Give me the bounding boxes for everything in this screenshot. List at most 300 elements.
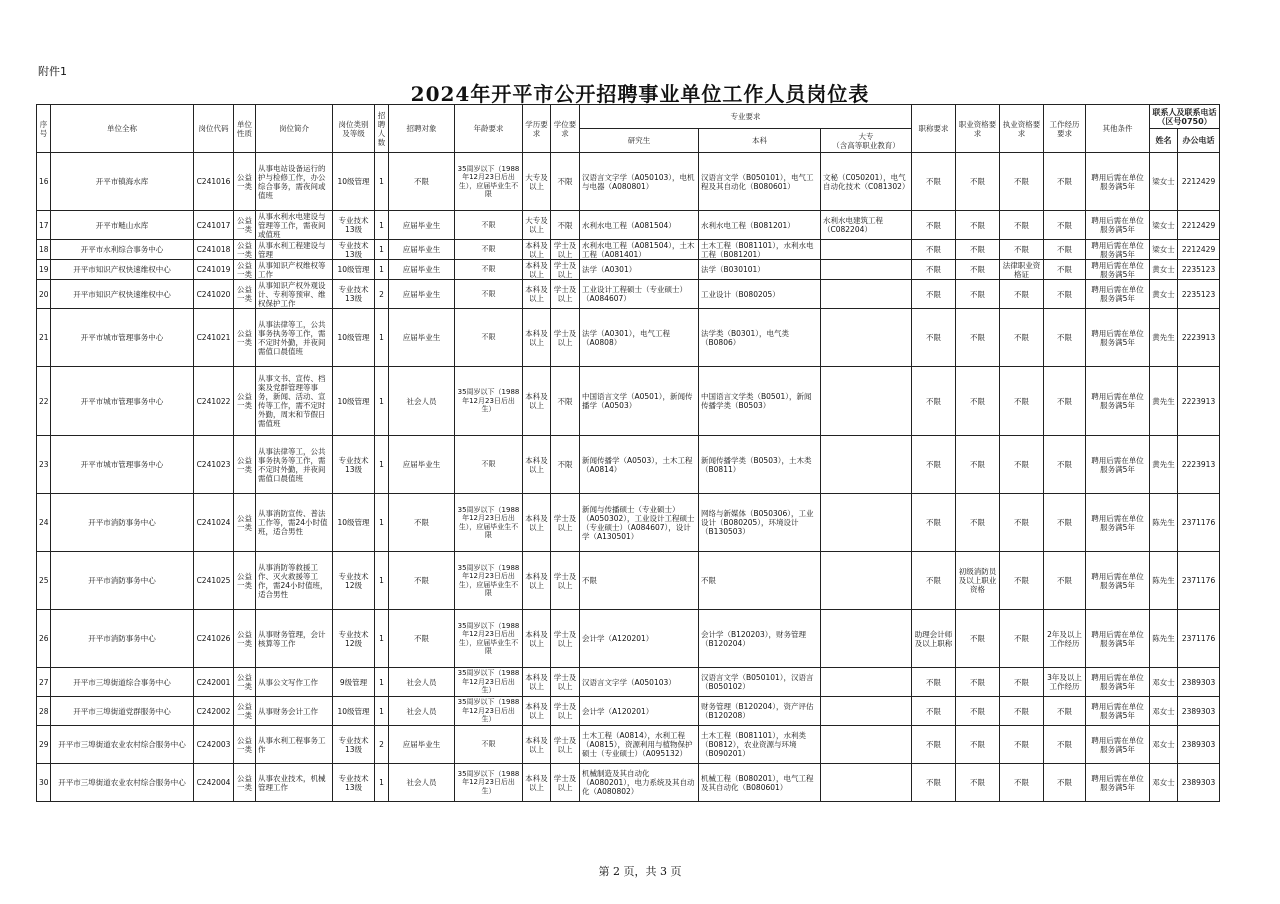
cell-level: 9级管理	[333, 668, 375, 697]
cell-level: 10级管理	[333, 494, 375, 552]
cell-practice: 不限	[1000, 697, 1044, 726]
cell-edu: 本科及以上	[523, 309, 551, 367]
cell-grad: 土木工程（A0814），水利工程（A0815），资源利用与植物保护硕士（专业硕士）（A095132）	[580, 726, 699, 764]
cell-unit: 开平市水利综合事务中心	[51, 240, 194, 260]
cell-degree: 学士及以上	[551, 309, 580, 367]
table-row	[37, 211, 1220, 240]
cell-vocation: 不限	[956, 764, 1000, 802]
cell-title: 不限	[912, 436, 956, 494]
cell-degree: 学士及以上	[551, 552, 580, 610]
cell-practice: 不限	[1000, 211, 1044, 240]
cell-nature: 公益一类	[234, 211, 256, 240]
cell-ug: 新闻传播学类（B0503），土木类（B0811）	[699, 436, 821, 494]
cell-title: 不限	[912, 668, 956, 697]
cell-seq: 17	[37, 211, 51, 240]
cell-phone: 2212429	[1178, 211, 1220, 240]
cell-degree: 不限	[551, 436, 580, 494]
job-table	[36, 104, 1220, 802]
cell-vocation: 不限	[956, 240, 1000, 260]
cell-phone: 2235123	[1178, 260, 1220, 280]
cell-exp: 不限	[1044, 367, 1086, 436]
cell-ug: 中国语言文学类（B0501），新闻传播学类（B0503）	[699, 367, 821, 436]
cell-level: 10级管理	[333, 367, 375, 436]
cell-age: 不限	[455, 240, 523, 260]
header-contact-name: 姓名	[1150, 129, 1178, 153]
cell-unit: 开平市知识产权快速维权中心	[51, 280, 194, 309]
cell-name: 邓女士	[1150, 668, 1178, 697]
header-college-note: （含高等职业教育）	[832, 140, 900, 150]
cell-target: 社会人员	[389, 668, 455, 697]
cell-unit: 开平市三埠街道综合事务中心	[51, 668, 194, 697]
cell-col	[821, 367, 912, 436]
cell-other: 聘用后需在单位服务满5年	[1086, 610, 1150, 668]
cell-count: 1	[375, 260, 389, 280]
header-other: 其他条件	[1086, 105, 1150, 153]
cell-seq: 21	[37, 309, 51, 367]
cell-degree: 学士及以上	[551, 697, 580, 726]
cell-practice: 不限	[1000, 367, 1044, 436]
cell-other: 聘用后需在单位服务满5年	[1086, 309, 1150, 367]
header-college-text: 大专	[858, 131, 874, 141]
cell-count: 1	[375, 610, 389, 668]
cell-age: 35周岁以下（1988年12月23日后出生），应届毕业生不限	[455, 153, 523, 211]
cell-age: 35周岁以下（1988年12月23日后出生）	[455, 697, 523, 726]
cell-unit: 开平市三埠街道党群服务中心	[51, 697, 194, 726]
cell-nature: 公益一类	[234, 764, 256, 802]
cell-other: 聘用后需在单位服务满5年	[1086, 552, 1150, 610]
cell-exp: 不限	[1044, 240, 1086, 260]
cell-count: 1	[375, 764, 389, 802]
cell-grad: 法学（A0301），电气工程（A0808）	[580, 309, 699, 367]
cell-edu: 本科及以上	[523, 260, 551, 280]
cell-grad: 水利水电工程（A081504），土木工程（A081401）	[580, 240, 699, 260]
cell-level: 专业技术13级	[333, 436, 375, 494]
cell-grad: 不限	[580, 552, 699, 610]
cell-desc: 从事知识产权外观设计、专利等预审、维权保护工作	[256, 280, 333, 309]
cell-exp: 不限	[1044, 697, 1086, 726]
cell-age: 35周岁以下（1988年12月23日后出生）	[455, 367, 523, 436]
cell-age: 不限	[455, 726, 523, 764]
cell-grad: 新闻与传播硕士（专业硕士）（A050302），工业设计工程硕士（专业硕士）（A084607），设计学（A130501）	[580, 494, 699, 552]
cell-code: C241016	[194, 153, 234, 211]
cell-practice: 不限	[1000, 764, 1044, 802]
cell-seq: 22	[37, 367, 51, 436]
cell-name: 邓女士	[1150, 764, 1178, 802]
cell-exp: 不限	[1044, 494, 1086, 552]
cell-count: 1	[375, 309, 389, 367]
cell-nature: 公益一类	[234, 367, 256, 436]
cell-seq: 20	[37, 280, 51, 309]
cell-practice: 不限	[1000, 153, 1044, 211]
cell-level: 10级管理	[333, 153, 375, 211]
cell-practice: 不限	[1000, 436, 1044, 494]
cell-grad: 汉语言文字学（A050103），电机与电器（A080801）	[580, 153, 699, 211]
cell-title: 不限	[912, 494, 956, 552]
cell-col	[821, 726, 912, 764]
cell-degree: 学士及以上	[551, 280, 580, 309]
cell-edu: 本科及以上	[523, 240, 551, 260]
cell-level: 专业技术13级	[333, 211, 375, 240]
cell-seq: 27	[37, 668, 51, 697]
cell-age: 不限	[455, 309, 523, 367]
cell-other: 聘用后需在单位服务满5年	[1086, 367, 1150, 436]
cell-code: C242004	[194, 764, 234, 802]
cell-count: 1	[375, 153, 389, 211]
cell-name: 黄女士	[1150, 260, 1178, 280]
header-major-group: 专业要求	[580, 105, 912, 129]
cell-title: 不限	[912, 367, 956, 436]
cell-exp: 3年及以上工作经历	[1044, 668, 1086, 697]
cell-level: 专业技术13级	[333, 280, 375, 309]
cell-col: 文秘（C050201），电气自动化技术（C081302）	[821, 153, 912, 211]
page-footer: 第 2 页，共 3 页	[598, 865, 682, 878]
cell-col	[821, 436, 912, 494]
header-title-req: 职称要求	[912, 105, 956, 153]
cell-grad: 会计学（A120201）	[580, 610, 699, 668]
cell-target: 社会人员	[389, 697, 455, 726]
cell-other: 聘用后需在单位服务满5年	[1086, 240, 1150, 260]
cell-ug: 机械工程（B080201），电气工程及其自动化（B080601）	[699, 764, 821, 802]
cell-edu: 本科及以上	[523, 697, 551, 726]
cell-name: 邓女士	[1150, 726, 1178, 764]
cell-vocation: 不限	[956, 494, 1000, 552]
cell-vocation: 不限	[956, 211, 1000, 240]
cell-age: 不限	[455, 211, 523, 240]
cell-exp: 不限	[1044, 764, 1086, 802]
cell-nature: 公益一类	[234, 697, 256, 726]
cell-grad: 工业设计工程硕士（专业硕士）（A084607）	[580, 280, 699, 309]
cell-phone: 2223913	[1178, 436, 1220, 494]
cell-practice: 不限	[1000, 552, 1044, 610]
cell-exp: 不限	[1044, 436, 1086, 494]
cell-seq: 25	[37, 552, 51, 610]
header-job-level: 岗位类别及等级	[333, 105, 375, 153]
header-degree: 学位要求	[551, 105, 580, 153]
cell-col	[821, 309, 912, 367]
header-vocation: 职业资格要求	[956, 105, 1000, 153]
cell-target: 社会人员	[389, 764, 455, 802]
table-row	[37, 309, 1220, 367]
cell-level: 10级管理	[333, 309, 375, 367]
table-row	[37, 367, 1220, 436]
cell-seq: 16	[37, 153, 51, 211]
cell-name: 黄先生	[1150, 436, 1178, 494]
cell-title: 不限	[912, 552, 956, 610]
cell-other: 聘用后需在单位服务满5年	[1086, 726, 1150, 764]
cell-age: 35周岁以下（1988年12月23日后出生），应届毕业生不限	[455, 610, 523, 668]
header-unit: 单位全称	[51, 105, 194, 153]
cell-desc: 从事水利水电建设与管理等工作，需夜间或值班	[256, 211, 333, 240]
header-count: 招聘人数	[375, 105, 389, 153]
cell-title: 不限	[912, 260, 956, 280]
header-education: 学历要求	[523, 105, 551, 153]
cell-target: 应届毕业生	[389, 726, 455, 764]
table-row	[37, 240, 1220, 260]
cell-exp: 不限	[1044, 726, 1086, 764]
cell-phone: 2389303	[1178, 764, 1220, 802]
cell-grad: 新闻传播学（A0503），土木工程（A0814）	[580, 436, 699, 494]
header-unit-nature: 单位性质	[234, 105, 256, 153]
cell-ug: 会计学（B120203），财务管理（B120204）	[699, 610, 821, 668]
table-row	[37, 697, 1220, 726]
cell-vocation: 不限	[956, 260, 1000, 280]
cell-name: 梁女士	[1150, 153, 1178, 211]
cell-count: 2	[375, 726, 389, 764]
cell-phone: 2223913	[1178, 309, 1220, 367]
cell-vocation: 不限	[956, 280, 1000, 309]
cell-degree: 学士及以上	[551, 726, 580, 764]
cell-col	[821, 494, 912, 552]
cell-ug: 汉语言文学（B050101），电气工程及其自动化（B080601）	[699, 153, 821, 211]
cell-ug: 土木工程（B081101），水利水电工程（B081201）	[699, 240, 821, 260]
cell-degree: 学士及以上	[551, 494, 580, 552]
cell-other: 聘用后需在单位服务满5年	[1086, 211, 1150, 240]
cell-exp: 不限	[1044, 280, 1086, 309]
cell-ug: 水利水电工程（B081201）	[699, 211, 821, 240]
cell-level: 10级管理	[333, 697, 375, 726]
cell-edu: 本科及以上	[523, 668, 551, 697]
cell-other: 聘用后需在单位服务满5年	[1086, 436, 1150, 494]
cell-age: 35周岁以下（1988年12月23日后出生）	[455, 668, 523, 697]
cell-count: 2	[375, 280, 389, 309]
table-row	[37, 494, 1220, 552]
cell-title: 不限	[912, 764, 956, 802]
cell-unit: 开平市消防事务中心	[51, 494, 194, 552]
cell-age: 35周岁以下（1988年12月23日后出生），应届毕业生不限	[455, 552, 523, 610]
cell-target: 社会人员	[389, 367, 455, 436]
cell-seq: 29	[37, 726, 51, 764]
cell-desc: 从事电站设备运行的护与检修工作，办公综合事务，需夜间或值班	[256, 153, 333, 211]
cell-age: 不限	[455, 280, 523, 309]
table-row	[37, 668, 1220, 697]
cell-count: 1	[375, 668, 389, 697]
cell-ug: 网络与新媒体（B050306），工业设计（B080205），环境设计（B130503）	[699, 494, 821, 552]
cell-vocation: 不限	[956, 668, 1000, 697]
cell-code: C241020	[194, 280, 234, 309]
cell-ug: 土木工程（B081101），水利类（B0812），农业资源与环境（B090201）	[699, 726, 821, 764]
header-college	[821, 129, 912, 153]
cell-title: 不限	[912, 153, 956, 211]
header-graduate: 研究生	[580, 129, 699, 153]
cell-other: 聘用后需在单位服务满5年	[1086, 260, 1150, 280]
cell-code: C241017	[194, 211, 234, 240]
cell-name: 梁女士	[1150, 240, 1178, 260]
cell-edu: 本科及以上	[523, 764, 551, 802]
cell-unit: 开平市消防事务中心	[51, 552, 194, 610]
cell-level: 10级管理	[333, 260, 375, 280]
attachment-label: 附件1	[38, 65, 67, 78]
table-row	[37, 436, 1220, 494]
cell-phone: 2389303	[1178, 668, 1220, 697]
cell-grad: 中国语言文学（A0501），新闻传播学（A0503）	[580, 367, 699, 436]
cell-name: 黄先生	[1150, 367, 1178, 436]
cell-unit: 开平市知识产权快速维权中心	[51, 260, 194, 280]
cell-ug: 工业设计（B080205）	[699, 280, 821, 309]
cell-nature: 公益一类	[234, 552, 256, 610]
cell-exp: 2年及以上工作经历	[1044, 610, 1086, 668]
cell-target: 应届毕业生	[389, 260, 455, 280]
cell-vocation: 初级消防员及以上职业资格	[956, 552, 1000, 610]
cell-seq: 24	[37, 494, 51, 552]
cell-unit: 开平市消防事务中心	[51, 610, 194, 668]
cell-nature: 公益一类	[234, 436, 256, 494]
cell-unit: 开平市鲢山水库	[51, 211, 194, 240]
cell-code: C242001	[194, 668, 234, 697]
cell-unit: 开平市城市管理事务中心	[51, 309, 194, 367]
cell-vocation: 不限	[956, 153, 1000, 211]
cell-degree: 学士及以上	[551, 260, 580, 280]
cell-degree: 学士及以上	[551, 610, 580, 668]
cell-grad: 水利水电工程（A081504）	[580, 211, 699, 240]
page-title: 2024年开平市公开招聘事业单位工作人员岗位表	[410, 82, 870, 106]
cell-desc: 从事消防宣传、普法工作等，需24小时值班，适合男性	[256, 494, 333, 552]
cell-target: 应届毕业生	[389, 309, 455, 367]
header-contact-group: 联系人及联系电话（区号0750）	[1150, 105, 1220, 129]
cell-level: 专业技术13级	[333, 764, 375, 802]
cell-exp: 不限	[1044, 211, 1086, 240]
cell-vocation: 不限	[956, 726, 1000, 764]
cell-col	[821, 280, 912, 309]
cell-edu: 本科及以上	[523, 367, 551, 436]
cell-target: 不限	[389, 153, 455, 211]
cell-degree: 不限	[551, 153, 580, 211]
cell-edu: 本科及以上	[523, 726, 551, 764]
cell-vocation: 不限	[956, 697, 1000, 726]
cell-ug: 法学（B030101）	[699, 260, 821, 280]
cell-practice: 不限	[1000, 726, 1044, 764]
cell-phone: 2371176	[1178, 552, 1220, 610]
cell-desc: 从事知识产权维权等工作	[256, 260, 333, 280]
header-age: 年龄要求	[455, 105, 523, 153]
cell-other: 聘用后需在单位服务满5年	[1086, 697, 1150, 726]
cell-unit: 开平市三埠街道农业农村综合服务中心	[51, 764, 194, 802]
cell-count: 1	[375, 697, 389, 726]
cell-target: 应届毕业生	[389, 280, 455, 309]
cell-nature: 公益一类	[234, 610, 256, 668]
cell-practice: 法律职业资格证	[1000, 260, 1044, 280]
cell-phone: 2389303	[1178, 697, 1220, 726]
cell-col	[821, 260, 912, 280]
cell-code: C241022	[194, 367, 234, 436]
cell-phone: 2371176	[1178, 494, 1220, 552]
cell-title: 助理会计师及以上职称	[912, 610, 956, 668]
cell-seq: 28	[37, 697, 51, 726]
cell-nature: 公益一类	[234, 726, 256, 764]
cell-name: 陈先生	[1150, 552, 1178, 610]
cell-desc: 从事财务会计工作	[256, 697, 333, 726]
cell-target: 应届毕业生	[389, 240, 455, 260]
cell-practice: 不限	[1000, 309, 1044, 367]
cell-target: 不限	[389, 494, 455, 552]
cell-name: 邓女士	[1150, 697, 1178, 726]
cell-vocation: 不限	[956, 610, 1000, 668]
cell-edu: 大专及以上	[523, 211, 551, 240]
cell-exp: 不限	[1044, 260, 1086, 280]
cell-phone: 2389303	[1178, 726, 1220, 764]
header-seq: 序号	[37, 105, 51, 153]
table-body	[37, 153, 1220, 802]
cell-practice: 不限	[1000, 610, 1044, 668]
cell-vocation: 不限	[956, 309, 1000, 367]
cell-degree: 学士及以上	[551, 764, 580, 802]
cell-col	[821, 240, 912, 260]
cell-edu: 本科及以上	[523, 494, 551, 552]
header-undergraduate: 本科	[699, 129, 821, 153]
cell-edu: 本科及以上	[523, 552, 551, 610]
cell-practice: 不限	[1000, 240, 1044, 260]
cell-count: 1	[375, 552, 389, 610]
cell-name: 黄女士	[1150, 280, 1178, 309]
cell-name: 陈先生	[1150, 494, 1178, 552]
header-code: 岗位代码	[194, 105, 234, 153]
cell-target: 应届毕业生	[389, 436, 455, 494]
cell-nature: 公益一类	[234, 668, 256, 697]
cell-degree: 不限	[551, 211, 580, 240]
cell-code: C241021	[194, 309, 234, 367]
cell-ug: 不限	[699, 552, 821, 610]
cell-grad: 机械制造及其自动化（A080201），电力系统及其自动化（A080802）	[580, 764, 699, 802]
cell-unit: 开平市镇海水库	[51, 153, 194, 211]
cell-vocation: 不限	[956, 367, 1000, 436]
cell-practice: 不限	[1000, 668, 1044, 697]
cell-grad: 会计学（A120201）	[580, 697, 699, 726]
cell-col	[821, 552, 912, 610]
cell-ug: 财务管理（B120204），资产评估（B120208）	[699, 697, 821, 726]
cell-nature: 公益一类	[234, 153, 256, 211]
cell-name: 梁女士	[1150, 211, 1178, 240]
cell-degree: 学士及以上	[551, 668, 580, 697]
cell-edu: 本科及以上	[523, 610, 551, 668]
cell-nature: 公益一类	[234, 280, 256, 309]
cell-nature: 公益一类	[234, 494, 256, 552]
cell-level: 专业技术12级	[333, 610, 375, 668]
cell-unit: 开平市城市管理事务中心	[51, 367, 194, 436]
cell-edu: 本科及以上	[523, 280, 551, 309]
cell-ug: 汉语言文学（B050101），汉语言（B050102）	[699, 668, 821, 697]
cell-col: 水利水电建筑工程（C082204）	[821, 211, 912, 240]
cell-nature: 公益一类	[234, 309, 256, 367]
cell-seq: 18	[37, 240, 51, 260]
cell-target: 应届毕业生	[389, 211, 455, 240]
cell-count: 1	[375, 494, 389, 552]
cell-col	[821, 610, 912, 668]
cell-title: 不限	[912, 240, 956, 260]
cell-desc: 从事法律等工，公共事务执务等工作，需不定时外勤，并夜间需值口晨值班	[256, 309, 333, 367]
table-row	[37, 610, 1220, 668]
cell-other: 聘用后需在单位服务满5年	[1086, 280, 1150, 309]
table-row	[37, 764, 1220, 802]
cell-desc: 从事法律等工，公共事务执务等工作，需不定时外勤，并夜间需值口晨值班	[256, 436, 333, 494]
cell-desc: 从事水利工程建设与管理	[256, 240, 333, 260]
cell-col	[821, 668, 912, 697]
cell-title: 不限	[912, 280, 956, 309]
cell-code: C241023	[194, 436, 234, 494]
cell-col	[821, 697, 912, 726]
cell-count: 1	[375, 367, 389, 436]
cell-phone: 2235123	[1178, 280, 1220, 309]
cell-edu: 本科及以上	[523, 436, 551, 494]
header-contact-phone: 办公电话	[1178, 129, 1220, 153]
cell-phone: 2371176	[1178, 610, 1220, 668]
cell-target: 不限	[389, 610, 455, 668]
cell-desc: 从事公文写作工作	[256, 668, 333, 697]
cell-code: C242003	[194, 726, 234, 764]
table-row	[37, 153, 1220, 211]
table-row	[37, 260, 1220, 280]
cell-ug: 法学类（B0301），电气类（B0806）	[699, 309, 821, 367]
cell-grad: 法学（A0301）	[580, 260, 699, 280]
cell-level: 专业技术13级	[333, 240, 375, 260]
